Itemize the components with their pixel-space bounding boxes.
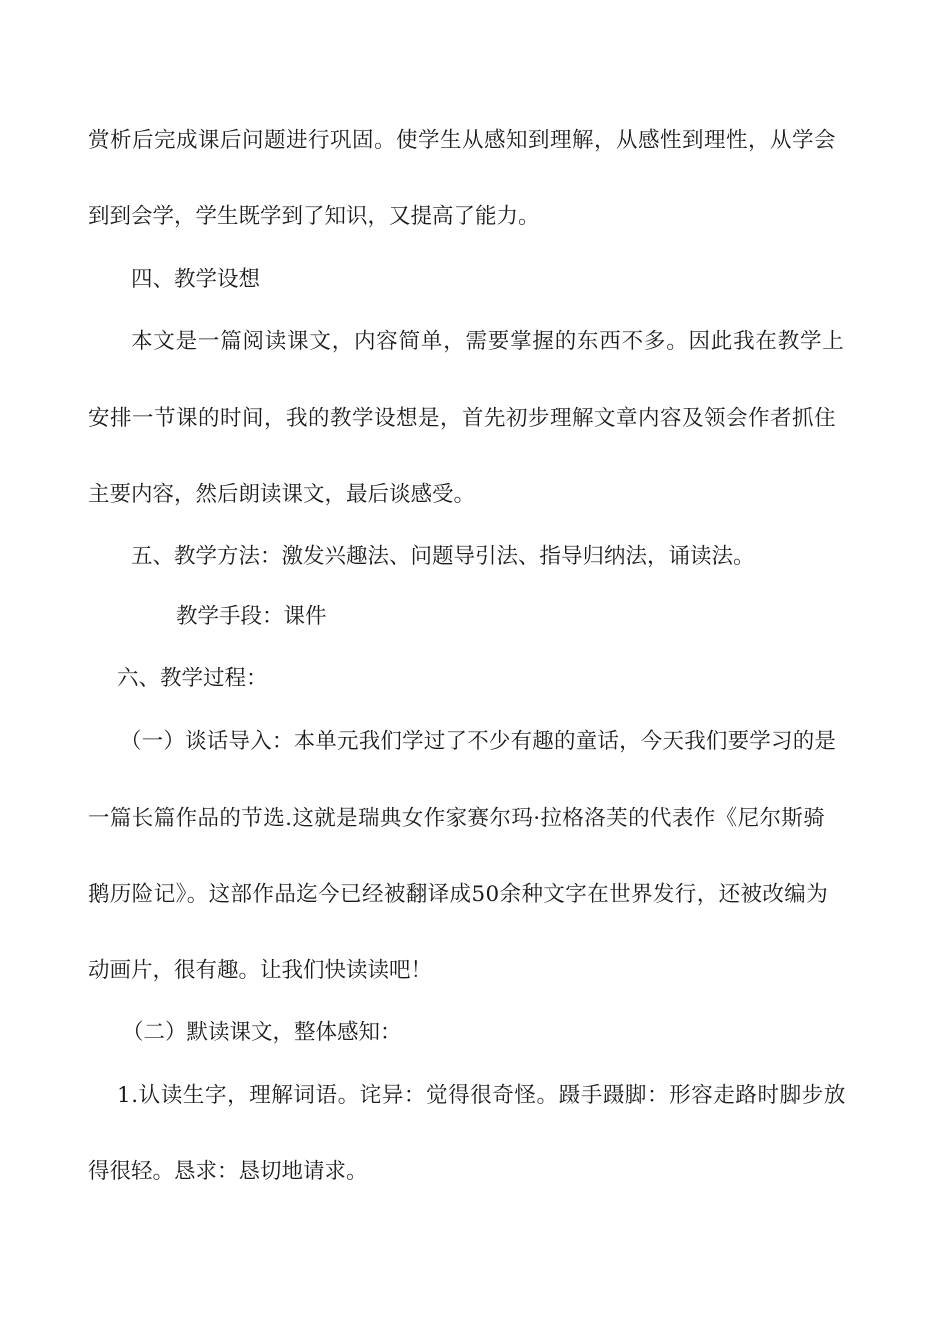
- p1-line-2: 到到会学，学生既学到了知识，又提高了能力。: [88, 204, 540, 229]
- heading-four: 四、教学设想: [131, 267, 261, 292]
- heading-six: 六、教学过程：: [117, 666, 268, 691]
- p3-line-4: 动画片，很有趣。让我们快读读吧！: [88, 958, 433, 983]
- p4-line-2: 得很轻。恳求：恳切地请求。: [88, 1159, 368, 1184]
- p2-line-2: 安排一节课的时间，我的教学设想是，首先初步理解文章内容及领会作者抓住: [88, 406, 837, 431]
- p4-line-1: 1.认读生字，理解词语。诧异：觉得很奇怪。蹑手蹑脚：形容走路时脚步放: [117, 1083, 846, 1108]
- p2-line-1: 本文是一篇阅读课文，内容简单，需要掌握的东西不多。因此我在教学上: [131, 329, 845, 354]
- sub-heading-two: （二）默读课文，整体感知：: [122, 1020, 402, 1045]
- p3-line-1: （一）谈话导入：本单元我们学过了不少有趣的童话，今天我们要学习的是: [120, 729, 837, 754]
- p3-line-3: 鹅历险记》。这部作品迄今已经被翻译成50余种文字在世界发行，还被改编为: [88, 882, 829, 907]
- heading-five: 五、教学方法：激发兴趣法、问题导引法、指导归纳法，诵读法。: [131, 544, 755, 569]
- p1-line-1: 赏析后完成课后问题进行巩固。使学生从感知到理解，从感性到理性，从学会: [88, 128, 837, 153]
- p2-line-3: 主要内容，然后朗读课文，最后谈感受。: [88, 482, 476, 507]
- teaching-means: 教学手段：课件: [176, 604, 327, 629]
- p3-line-2: 一篇长篇作品的节选.这就是瑞典女作家赛尔玛·拉格洛芙的代表作《尼尔斯骑: [88, 806, 826, 831]
